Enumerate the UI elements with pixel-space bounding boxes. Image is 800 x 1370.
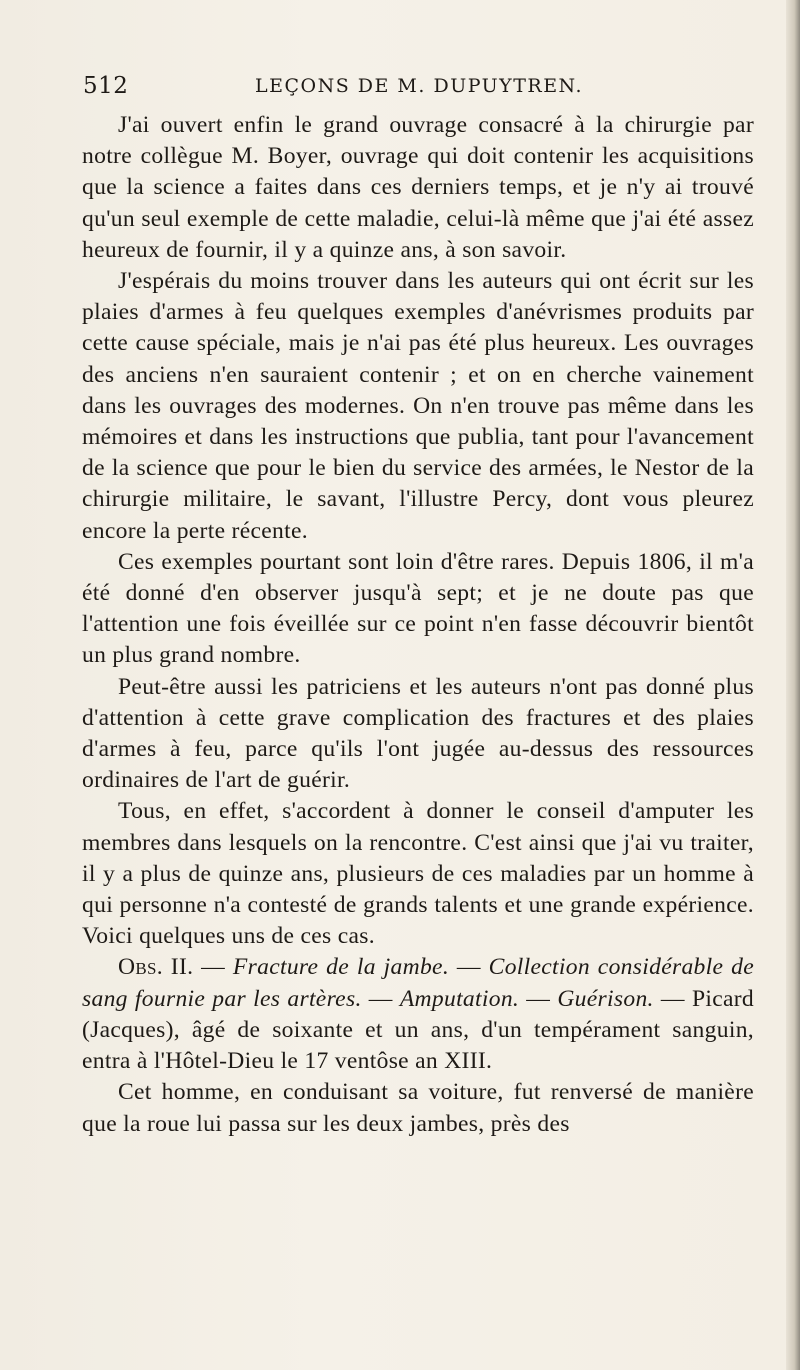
observation-dash: — bbox=[193, 954, 233, 981]
paragraph-4: Peut-être aussi les patriciens et les auteurs n'ont pas donné plus d'attention à cette grave complication des fractures et des plaies d'armes à feu, parce qu'ils l'ont jugée au-dessus des ressources ordinaires de l'art de guérir. bbox=[82, 673, 754, 794]
observation-dash: — bbox=[449, 954, 489, 981]
observation-text: Picard (Jacques), âgé de soixante et un ans, d'un tempérament sanguin, entra à l'Hôtel-Dieu le 17 ventôse an XIII. bbox=[82, 985, 755, 1075]
observation-title-guerison: Guérison. bbox=[557, 985, 654, 1012]
body-text bbox=[82, 110, 754, 1140]
paragraph-3: Ces exemples pourtant sont loin d'être rares. Depuis 1806, il m'a été donné d'en observer jusqu'à sept; et je ne doute pas que l'attention une fois éveillée sur ce point n'en fasse découvrir bientôt un plus grand nombre. bbox=[82, 548, 754, 669]
paragraph-1: J'ai ouvert enfin le grand ouvrage consacré à la chirurgie par notre collègue M. Boyer, ouvrage qui doit contenir les acquisitions que la science a faites dans ces derniers temps, et je n'y ai trouvé qu'un seul exemple de cette maladie, celui-là même que j'ai été assez heureux de fournir, il y a quinze ans, à son savoir. bbox=[82, 112, 754, 263]
observation-title-amputation: Amputation. bbox=[399, 985, 520, 1012]
observation-title-fracture: Fracture de la jambe. bbox=[232, 954, 450, 981]
observation-dash: — bbox=[519, 985, 558, 1012]
observation-label: Obs. II. bbox=[118, 954, 194, 981]
observation-dash: — bbox=[361, 985, 400, 1012]
observation-paragraph bbox=[82, 952, 754, 1077]
paragraph-last: Cet homme, en conduisant sa voiture, fut renversé de manière que la roue lui passa sur les deux jambes, près des bbox=[82, 1079, 754, 1137]
running-head: LEÇONS DE M. DUPUYTREN. bbox=[255, 75, 584, 97]
page-edge-shadow bbox=[786, 0, 800, 1370]
page-header bbox=[83, 73, 723, 103]
paragraph-5: Tous, en effet, s'accordent à donner le conseil d'amputer les membres dans lesquels on la rencontre. C'est ainsi que j'ai vu traiter, il y a plus de quinze ans, plusieurs de ces maladies par un homme à qui personne n'a contesté de grands talents et une grande expérience. Voici quelques uns de ces cas. bbox=[82, 798, 754, 950]
observation-title-collection: Collection considérable de sang fournie par les artères. bbox=[82, 954, 754, 1012]
observation-dash: — bbox=[653, 985, 692, 1012]
page-number: 512 bbox=[83, 73, 129, 99]
paragraph-2: J'espérais du moins trouver dans les auteurs qui ont écrit sur les plaies d'armes à feu quelques exemples d'anévrismes produits par cette cause spéciale, mais je n'ai pas été plus heureux. Les ouvrages des anciens n'en sauraient contenir ; et on en cherche vainement dans les ouvrages des modernes. On n'en trouve pas même dans les mémoires et dans les instructions que publia, tant pour l'avancement de la science que pour le bien du service des armées, le Nestor de la chirurgie militaire, le savant, l'illustre Percy, dont vous pleurez encore la perte récente. bbox=[82, 268, 754, 544]
